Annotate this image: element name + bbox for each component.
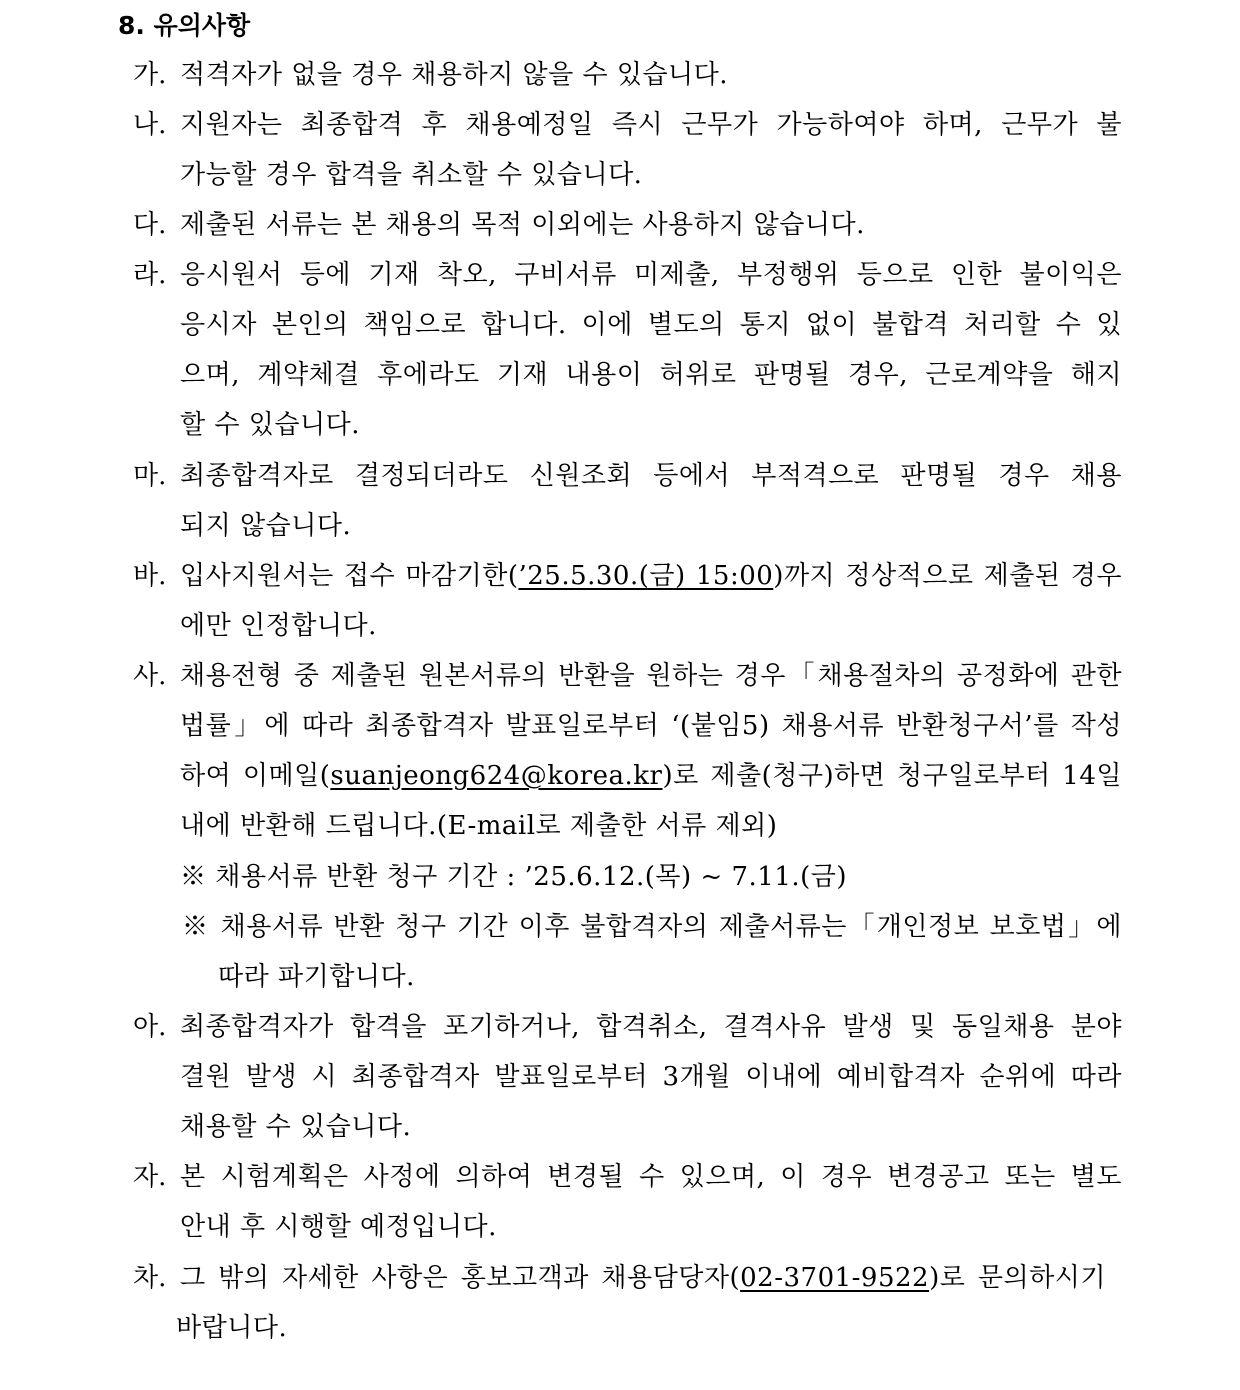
item-marker-a: 아. bbox=[133, 1012, 167, 1042]
item-sa-line-3-text-b: )로 제출(청구)하면 청구일로부터 14일 bbox=[662, 761, 1122, 791]
item-marker-ga: 가. bbox=[133, 60, 167, 90]
item-ra-line-4: 할 수 있습니다. bbox=[180, 410, 360, 440]
item-marker-ba: 바. bbox=[133, 561, 167, 591]
item-marker-ma: 마. bbox=[133, 461, 167, 491]
item-ba-line-1-text-b: )까지 정상적으로 제출된 경우 bbox=[773, 561, 1122, 591]
item-ba-line-1 bbox=[180, 556, 1122, 596]
item-ja-line-2: 안내 후 시행할 예정입니다. bbox=[180, 1212, 497, 1242]
item-sa-line-4: 내에 반환해 드립니다.(E-mail로 제출한 서류 제외) bbox=[180, 811, 778, 841]
item-ba-line-1-text-a: 입사지원서는 접수 마감기한( bbox=[180, 561, 519, 591]
item-sa-line-3-text-a: 하여 이메일( bbox=[180, 761, 331, 791]
item-na-line-2: 가능할 경우 합격을 취소할 수 있습니다. bbox=[180, 160, 643, 190]
item-ra-line-1: 응시원서 등에 기재 착오, 구비서류 미제출, 부정행위 등으로 인한 불이익은 bbox=[180, 260, 1122, 290]
item-ba-line-2: 에만 인정합니다. bbox=[180, 611, 377, 641]
item-marker-sa: 사. bbox=[133, 661, 167, 691]
item-marker-cha: 차. bbox=[133, 1263, 167, 1293]
contact-phone[interactable]: 02-3701-9522 bbox=[740, 1263, 930, 1293]
item-ja-line-1: 본 시험계획은 사정에 의하여 변경될 수 있으며, 이 경우 변경공고 또는 별도 bbox=[180, 1162, 1122, 1192]
item-cha-line-2: 바랍니다. bbox=[176, 1313, 288, 1343]
item-na-line-1: 지원자는 최종합격 후 채용예정일 즉시 근무가 가능하여야 하며, 근무가 불 bbox=[180, 110, 1122, 140]
item-da-line-1: 제출된 서류는 본 채용의 목적 이외에는 사용하지 않습니다. bbox=[180, 210, 865, 240]
item-cha-line-1-text-b: )로 문의하시기 bbox=[929, 1263, 1106, 1293]
item-ma-line-1: 최종합격자로 결정되더라도 신원조회 등에서 부적격으로 판명될 경우 채용 bbox=[180, 461, 1122, 491]
item-cha-line-1 bbox=[180, 1258, 1106, 1298]
item-marker-na: 나. bbox=[133, 110, 167, 140]
return-period-note: ※ 채용서류 반환 청구 기간 : ’25.6.12.(목) ~ 7.11.(금) bbox=[180, 862, 848, 892]
item-cha-line-1-text-a: 그 밖의 자세한 사항은 홍보고객과 채용담당자( bbox=[180, 1263, 741, 1293]
disposal-note-line-1: ※ 채용서류 반환 청구 기간 이후 불합격자의 제출서류는「개인정보 보호법」에 bbox=[182, 912, 1122, 942]
application-deadline: ’25.5.30.(금) 15:00 bbox=[518, 561, 774, 591]
item-ga-line-1: 적격자가 없을 경우 채용하지 않을 수 있습니다. bbox=[180, 60, 729, 90]
section-heading: 8. 유의사항 bbox=[118, 11, 251, 40]
disposal-note-line-2: 따라 파기합니다. bbox=[218, 962, 415, 992]
item-a-line-3: 채용할 수 있습니다. bbox=[180, 1112, 412, 1142]
item-sa-line-2: 법률」에 따라 최종합격자 발표일로부터 ‘(붙임5) 채용서류 반환청구서’를 작성 bbox=[180, 711, 1122, 741]
item-ra-line-3: 으며, 계약체결 후에라도 기재 내용이 허위로 판명될 경우, 근로계약을 해지 bbox=[180, 360, 1122, 390]
item-marker-ra: 라. bbox=[133, 260, 167, 290]
item-ra-line-2: 응시자 본인의 책임으로 합니다. 이에 별도의 통지 없이 불합격 처리할 수 있 bbox=[180, 310, 1122, 340]
item-marker-da: 다. bbox=[133, 210, 167, 240]
item-sa-line-1: 채용전형 중 제출된 원본서류의 반환을 원하는 경우「채용절차의 공정화에 관한 bbox=[180, 661, 1122, 691]
contact-email-link[interactable]: suanjeong624@korea.kr bbox=[330, 761, 663, 791]
item-a-line-1: 최종합격자가 합격을 포기하거나, 합격취소, 결격사유 발생 및 동일채용 분야 bbox=[180, 1012, 1122, 1042]
item-sa-line-3 bbox=[180, 756, 1122, 796]
item-ma-line-2: 되지 않습니다. bbox=[180, 511, 352, 541]
item-marker-ja: 자. bbox=[133, 1162, 167, 1192]
item-a-line-2: 결원 발생 시 최종합격자 발표일로부터 3개월 이내에 예비합격자 순위에 따라 bbox=[180, 1062, 1122, 1092]
